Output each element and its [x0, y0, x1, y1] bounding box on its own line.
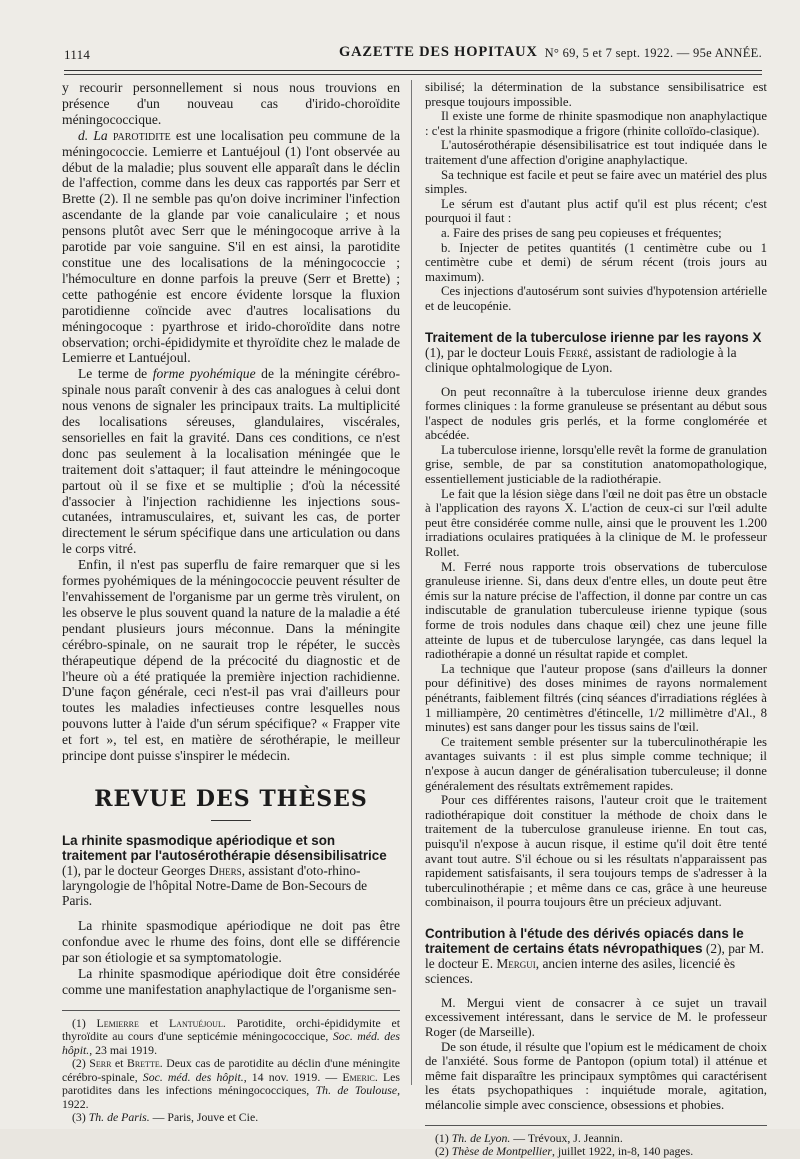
article-title: Traitement de la tuberculose irienne par les rayons X (1), par le docteur Louis Ferré, assistant de radiologie à la clinique ophtalmologique de Lyon.: [425, 329, 762, 375]
paragraph: La technique que l'auteur propose (sans d'ailleurs la donner pour définitive) des doses minimes de rayons normalement pénétrants, faiblement filtrés (cinq séances d'irradiations réglées à 1 milliampère, 20 centimètres d'étincelle, 1/2 millimètre d'Al., 8 minutes) est sans danger pour les tissus sains de l'œil.: [425, 661, 767, 735]
footnote: (2) Serr et Brette. Deux cas de parotidite au déclin d'une méningite cérébro-spinale, Soc. méd. des hôpit., 14 nov. 1919. — Emeric. Les parotidites dans les infections méningococciques, Th. de Toulouse, 1922.: [62, 1056, 401, 1111]
footnote-rule: [425, 1125, 767, 1126]
paragraph: y recourir personnellement si nous nous trouvions en présence d'un nouveau cas d'irido-choroïdite méningococcique.: [62, 80, 400, 127]
paragraph: b. Injecter de petites quantités (1 centimètre cube ou 1 centimètre cube et demi) de sérum récent (trois jours au maximum).: [425, 240, 767, 284]
paragraph: Il existe une forme de rhinite spasmodique non anaphylactique : c'est la rhinite spasmodique a frigore (rhinite colloïdo-clasique).: [425, 109, 767, 138]
paragraph: Le sérum est d'autant plus actif qu'il est plus récent; c'est pourquoi il faut :: [425, 196, 767, 226]
header-rule-thin: [64, 74, 762, 75]
paragraph: L'autosérothérapie désensibilisatrice est tout indiquée dans le traitement d'une affection d'origine anaphylactique.: [425, 138, 767, 167]
footnote: (3) Th. de Paris. — Paris, Jouve et Cie.: [72, 1110, 259, 1124]
section-rule: [211, 820, 251, 821]
paragraph: Le fait que la lésion siège dans l'œil ne doit pas être un obstacle à l'application des rayons X. L'action de ceux-ci sur l'œil adulte peut être considérée comme nulle, ainsi que le prouvent les 1.200 irradiations oculaires pratiquées à la clinique de M. le professeur Rollet.: [425, 486, 767, 560]
paragraph: Enfin, il n'est pas superflu de faire remarquer que si les formes pyohémiques de la méningococcie peuvent résulter de l'envahissement de l'organisme par un germe très virulent, on les observe le plus souvent quand la nature de la maladie a été pendant plusieurs jours méconnue. Dans la méningite cérébro-spinale, on ne saurait trop le répéter, le succès thérapeutique dépend de la précocité du diagnostic et de l'heure où a été pratiquée la première injection rachidienne. D'une façon générale, ceci n'est-il pas vrai d'ailleurs pour toutes les maladies infectieuses contre lesquelles nous pouvons lutter à l'aide d'un sérum spécifique? « Frapper vite et fort », tel est, en matière de sérothérapie, le meilleur principe dont puisse s'inspirer le médecin.: [62, 557, 400, 764]
paragraph: De son étude, il résulte que l'opium est le médicament de choix de l'anxiété. Sous forme de Pantopon (opium total) il atténue et même fait disparaître les principaux symptômes qui caractérisent les états psychopathiques : inquiétude morale, agitation, mélancolie simple avec conscience, obsessions et phobies.: [425, 1039, 767, 1113]
right-column: [425, 80, 767, 1159]
paragraph: Ces injections d'autosérum sont suivies d'hypotension artérielle et de leucopénie.: [425, 284, 767, 313]
column-divider: [411, 80, 412, 1085]
issue-info: N° 69, 5 et 7 sept. 1922. — 95e ANNÉE.: [544, 46, 762, 60]
paragraph: M. Ferré nous rapporte trois observations de tuberculose granuleuse irienne. Si, dans deux d'entre elles, un doute peut être émis sur la nature précise de l'affection, il donne par contre un cas indiscutable de granulation tuberculeuse irienne typique (sous forme de trois nodules dans chaque œil) chez une jeune fille atteinte de lupus et de tuberculose laryngée, cas dans lequel la radiothérapie a donné un résultat rapide et complet.: [425, 559, 767, 662]
footnote: (2) Thèse de Montpellier, juillet 1922, in-8, 140 pages.: [435, 1144, 694, 1159]
paragraph: On peut reconnaître à la tuberculose irienne deux grandes formes cliniques : la forme granuleuse se présentant au début sous l'aspect de nodules gris perlés, et la forme conglomérée et abcédée.: [425, 384, 767, 443]
paragraph: sibilisé; la détermination de la substance sensibilisatrice est presque toujours impossible.: [425, 80, 767, 109]
paragraph-parotidite: d. La parotidite est une localisation peu commune de la méningococcie. Lemierre et Lantuéjoul (1) l'ont observée au début de la maladie; plus souvent elle apparaît dans le déclin de l'affection, comme dans les deux cas rapportés par Serr et Brette (2). Il ne semble pas qu'on doive incriminer l'infection ascendante de la glande par voie canaliculaire ; et nous pensons plutôt avec Serr que le méningocoque arrive à la parotide par voie sanguine. S'il en est ainsi, la parotidite constitue une des localisations de la méningococcie ; l'hémoculture en donne parfois la preuve (Serr et Brette) ; cette pathogénie est encore évidente lorsque la fluxion parotidienne coïncide avec d'autres localisations du méningocoque : pyarthrose et irido-choroïdite dans notre observation; orchi-épididymite et thyroïdite chez le malade de Lemierre et Lantuéjoul.: [62, 127, 400, 366]
page-number: 1114: [64, 47, 91, 62]
paragraph-forme-pyohemique: Le terme de forme pyohémique de la méningite cérébro-spinale nous paraît convenir à des cas analogues à celui dont nous venons de signaler les principaux traits. La multiplicité des localisations séreuses, glandulaires, viscérales, sensorielles en fait la gravité. Dans ces conditions, ce n'est donc pas seulement à la localisation méningée que le traitement doit s'attaquer; il faut atteindre le méningocoque partout où il se fixe et se multiplie ; d'où la nécessité d'associer à l'injection rachidienne les injections sous-cutanées, intramusculaires, et, suivant les cas, de porter directement le sérum spécifique dans une articulation ou dans le corps vitré.: [62, 366, 401, 557]
journal-title: GAZETTE DES HOPITAUX: [339, 44, 538, 60]
paragraph: a. Faire des prises de sang peu copieuses et fréquentes;: [441, 225, 722, 240]
header-rule: [64, 70, 762, 71]
footnote-rule: [62, 1010, 400, 1011]
paragraph: Pour ces différentes raisons, l'auteur croit que le traitement radiothérapique doit constituer la méthode de choix dans le traitement de la tuberculose granuleuse irienne. En tout cas, puisqu'il n'expose à aucun risque, il estime qu'il doit être tenté avant tout autre. S'il échoue ou si les résultats n'apparaissent pas rapidement satisfaisants, il sera toujours temps de s'adresser à la tuberculinothérapie ; et même dans ce cas, grâce à une heureuse combinaison, il pourra toujours être un précieux adjuvant.: [425, 793, 767, 910]
paragraph: La rhinite spasmodique apériodique doit être considérée comme une manifestation anaphylactique de l'organisme sen-: [62, 965, 400, 997]
page-header: [64, 44, 762, 66]
paragraph: M. Mergui vient de consacrer à ce sujet un travail excessivement intéressant, dans le service de M. le professeur Roger (de Marseille).: [425, 995, 767, 1040]
footnote: (1) Th. de Lyon. — Trévoux, J. Jeannin.: [435, 1130, 623, 1145]
paragraph: La rhinite spasmodique apériodique ne doit pas être confondue avec le rhume des foins, dont elle se différencie par son étiologie et sa symptomatologie.: [62, 917, 400, 965]
paragraph: Sa technique est facile et peut se faire avec un matériel des plus simples.: [425, 167, 767, 197]
footnote: (1) Lemierre et Lantuéjoul. Parotidite, orchi-épididymite et thyroïdite au cours d'une septicémie méningococcique, Soc. méd. des hôpit., 23 mai 1919.: [62, 1015, 400, 1057]
section-title: REVUE DES THÈSES: [94, 785, 368, 812]
left-column: [62, 80, 400, 1125]
article-title: Contribution à l'étude des dérivés opiacés dans le traitement de certains états névropathiques (2), par M. le docteur E. Mergui, ancien interne des asiles, licencié ès sciences.: [425, 925, 764, 986]
paragraph: La tuberculose irienne, lorsqu'elle revêt la forme de granulation grise, semble, de par sa constitution anatomopathologique, essentiellement justiciable de la radiothérapie.: [425, 442, 767, 487]
article-title: La rhinite spasmodique apériodique et son traitement par l'autosérothérapie désensibilisatrice (1), par le docteur Georges Dhers, assistant d'oto-rhino-laryngologie de l'hôpital Notre-Dame de Bon-Secours de Paris.: [62, 832, 387, 908]
paragraph: Ce traitement semble présenter sur la tuberculinothérapie les avantages suivants : il est plus simple comme technique; il n'expose à aucun danger de généralisation tuberculeuse; il donne généralement des résultats extrêmement rapides.: [425, 734, 767, 793]
